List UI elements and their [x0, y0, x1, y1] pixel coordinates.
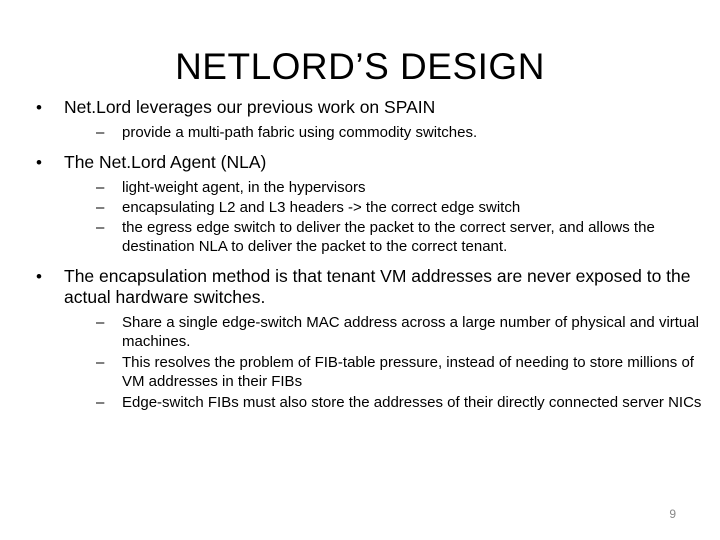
bullet-text: Net.Lord leverages our previous work on SPAIN — [64, 97, 436, 117]
sub-text: This resolves the problem of FIB-table pressure, instead of needing to store millions of VM addresses in their FIBs — [122, 354, 694, 390]
sub-item — [96, 218, 706, 256]
sub-item — [96, 198, 706, 217]
bullet-marker: • — [36, 267, 42, 286]
sub-item — [96, 313, 706, 351]
sub-text: encapsulating L2 and L3 headers -> the correct edge switch — [122, 199, 521, 216]
page-number: 9 — [669, 507, 676, 521]
sub-marker: – — [96, 314, 105, 331]
sub-text: light-weight agent, in the hypervisors — [122, 179, 366, 196]
sub-list — [96, 178, 706, 256]
bullet-item — [36, 97, 696, 118]
sub-item — [96, 178, 706, 197]
sub-list — [96, 313, 706, 412]
sub-marker: – — [96, 394, 105, 411]
bullet-marker: • — [36, 153, 42, 172]
sub-list — [96, 123, 706, 142]
sub-marker: – — [96, 354, 105, 371]
sub-text: Edge-switch FIBs must also store the addresses of their directly connected server NICs — [122, 394, 702, 411]
sub-text: Share a single edge-switch MAC address across a large number of physical and virtual machines. — [122, 314, 699, 350]
sub-item — [96, 123, 706, 142]
bullet-marker: • — [36, 98, 42, 117]
bullet-item — [36, 266, 696, 308]
sub-marker: – — [96, 199, 105, 216]
bullet-text: The Net.Lord Agent (NLA) — [64, 152, 267, 172]
sub-marker: – — [96, 219, 105, 236]
sub-text: provide a multi-path fabric using commodity switches. — [122, 124, 478, 141]
bullet-text: The encapsulation method is that tenant VM addresses are never exposed to the actual hardware switches. — [64, 266, 691, 307]
sub-item — [96, 393, 706, 412]
slide-title: NETLORD’S DESIGN — [175, 46, 545, 87]
bullet-item — [36, 152, 696, 173]
sub-marker: – — [96, 179, 105, 196]
sub-text: the egress edge switch to deliver the packet to the correct server, and allows the destination NLA to deliver the packet to the correct tenant. — [122, 219, 655, 255]
slide-body — [36, 97, 702, 412]
sub-item — [96, 353, 706, 391]
sub-marker: – — [96, 124, 105, 141]
